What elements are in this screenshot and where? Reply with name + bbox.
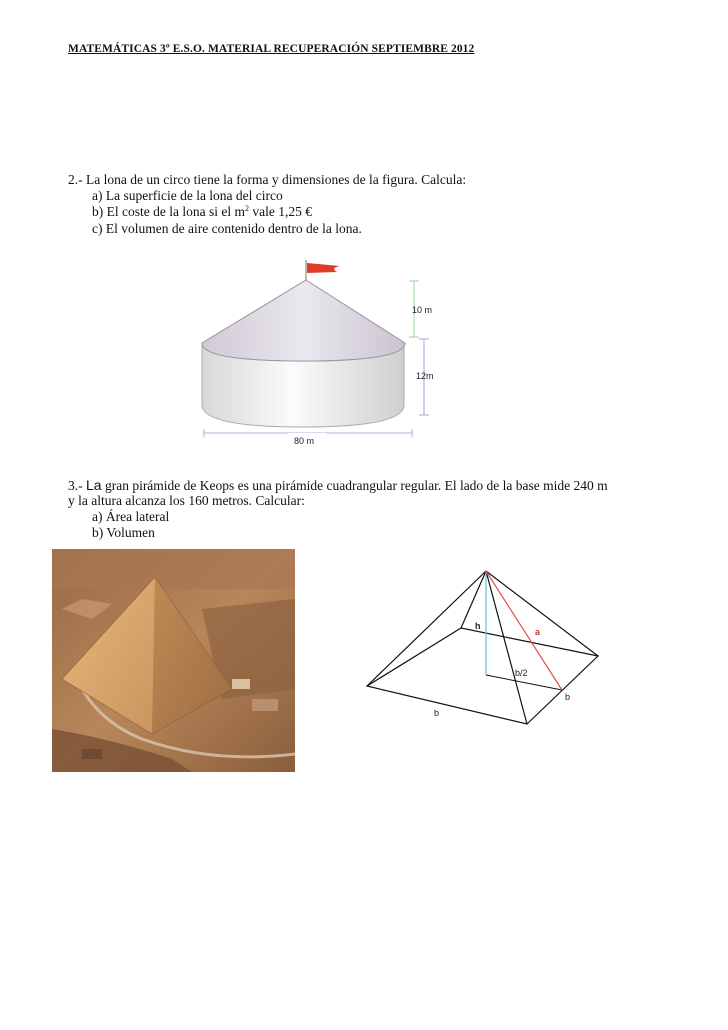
pyramid-base [367,628,598,724]
q3-line2: y la altura alcanza los 160 metros. Calcular: [68,493,305,508]
q2-intro: 2.- La lona de un circo tiene la forma y dimensiones de la figura. Calcula: [68,172,467,187]
q3-item-a: a) Área lateral [92,509,170,524]
circus-tent-figure [190,255,450,450]
label-a: a [535,627,541,637]
dim-diameter: 80 m [294,436,315,446]
q3-line1: 3.- La gran pirámide de Keops es una pirámide cuadrangular regular. El lado de la base mide 240 m [68,477,608,493]
q3-item-b: b) Volumen [92,525,155,540]
flag [307,263,340,273]
q2-item-a: a) La superficie de la lona del circo [92,188,283,203]
q2-item-c: c) El volumen de aire contenido dentro de la lona. [92,221,362,236]
label-h: h [475,621,481,631]
page-header: MATEMÁTICAS 3º E.S.O. MATERIAL RECUPERACIÓN SEPTIEMBRE 2012 [68,43,475,55]
label-b-half: b/2 [515,668,528,678]
label-b-right: b [565,692,571,702]
q2-item-b: b) El coste de la lona si el $m^2$ vale 1,25 € [92,204,312,219]
pyramid-photo [52,549,295,772]
tent-cone [202,280,405,361]
pyramid-diagram [365,566,605,736]
dim-cylinder-height: 12m [416,371,434,381]
dim-cone-height: 10 m [412,305,433,315]
label-b-bottom: b [434,708,440,718]
